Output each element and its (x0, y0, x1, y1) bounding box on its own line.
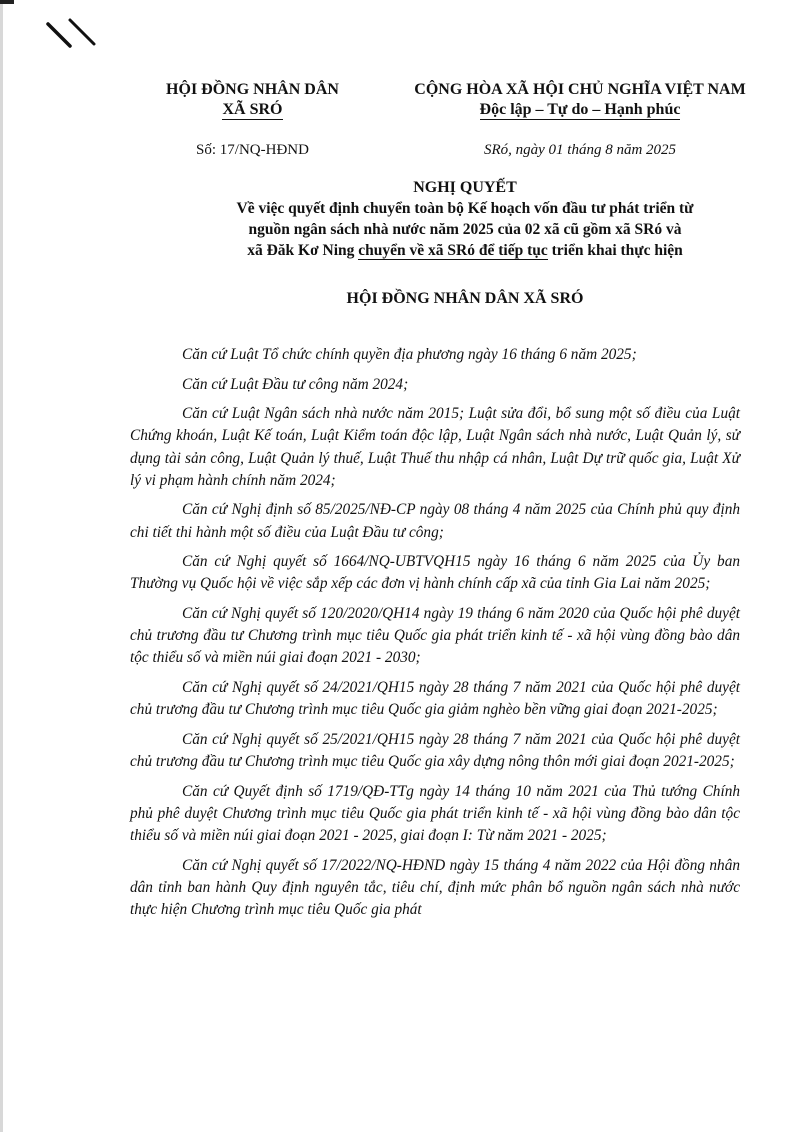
legal-basis-paragraph: Căn cứ Nghị quyết số 25/2021/QH15 ngày 28 tháng 7 năm 2021 của Quốc hội phê duyệt chủ trương đầu tư Chương trình mục tiêu Quốc gia xây dựng nông thôn mới giai đoạn 2021-2025; (130, 730, 740, 770)
legal-basis-paragraph: Căn cứ Nghị quyết số 17/2022/NQ-HĐND ngày 15 tháng 4 năm 2022 của Hội đồng nhân dân tỉnh ban hành Quy định nguyên tắc, tiêu chí, định mức phân bổ nguồn ngân sách nhà nước thực hiện Chương trình mục tiêu Quốc gia phát (130, 856, 740, 918)
subject-line-2: nguồn ngân sách nhà nước năm 2025 của 02 xã cũ gồm xã SRó và (248, 221, 682, 238)
legal-basis-paragraph: Căn cứ Nghị quyết số 1664/NQ-UBTVQH15 ngày 16 tháng 6 năm 2025 của Ủy ban Thường vụ Quốc hội về việc sắp xếp các đơn vị hành chính cấp xã của tỉnh Gia Lai năm 2025; (130, 553, 740, 593)
issuing-authority (150, 80, 355, 120)
document-body (130, 344, 740, 929)
authority-name: HỘI ĐỒNG NHÂN DÂN (166, 81, 339, 98)
legal-basis-paragraph: Căn cứ Luật Tổ chức chính quyền địa phương ngày 16 tháng 6 năm 2025; (182, 346, 637, 363)
country-name: CỘNG HÒA XÃ HỘI CHỦ NGHĨA VIỆT NAM (414, 81, 746, 98)
subject-line-1: Về việc quyết định chuyển toàn bộ Kế hoạch vốn đầu tư phát triển từ (236, 200, 694, 217)
legal-basis-paragraph: Căn cứ Quyết định số 1719/QĐ-TTg ngày 14 tháng 10 năm 2021 của Thủ tướng Chính phủ phê duyệt Chương trình mục tiêu Quốc gia phát triển kinh tế - xã hội vùng đồng bào dân tộc thiểu số và miền núi giai đoạn 2021 - 2025, giai đoạn I: Từ năm 2021 - 2025; (130, 782, 740, 844)
scan-corner-mark (0, 0, 14, 4)
document-date: SRó, ngày 01 tháng 8 năm 2025 (483, 142, 677, 158)
subject-line-3c: triển khai thực hiện (547, 242, 683, 259)
motto: Độc lập – Tự do – Hạnh phúc (479, 101, 681, 118)
legal-basis-paragraph: Căn cứ Luật Ngân sách nhà nước năm 2015; Luật sửa đổi, bổ sung một số điều của Luật Chứng khoán, Luật Kế toán, Luật Kiểm toán độc lập, Luật Ngân sách nhà nước, Luật Quản lý, sử dụng tài sản công, Luật Quản lý thuế, Luật Thuế thu nhập cá nhân, Luật Dự trữ quốc gia, Luật Xử lý vi phạm hành chính năm 2024; (130, 405, 740, 489)
document-subject (150, 198, 780, 261)
legal-basis-paragraph: Căn cứ Nghị quyết số 24/2021/QH15 ngày 28 tháng 7 năm 2021 của Quốc hội phê duyệt chủ trương đầu tư Chương trình mục tiêu Quốc gia giảm nghèo bền vững giai đoạn 2021-2025; (130, 678, 740, 719)
subject-line-3 (150, 240, 780, 261)
legal-basis-paragraph: Căn cứ Nghị định số 85/2025/NĐ-CP ngày 08 tháng 4 năm 2025 của Chính phủ quy định chi tiết thi hành một số điều của Luật Đầu tư công; (130, 501, 740, 541)
legal-basis-paragraph: Căn cứ Luật Đầu tư công năm 2024; (182, 375, 409, 393)
document-type: NGHỊ QUYẾT (413, 179, 517, 196)
national-motto (380, 80, 780, 120)
handwritten-marks-icon (44, 16, 104, 56)
scan-edge (0, 0, 3, 1132)
document-number: Số: 17/NQ-HĐND (196, 142, 309, 158)
subject-line-3b: chuyển về xã SRó để tiếp tục (358, 242, 548, 259)
subject-line-3a: xã Đăk Kơ Ning (247, 242, 359, 259)
authority-commune: XÃ SRÓ (222, 101, 283, 118)
council-heading: HỘI ĐỒNG NHÂN DÂN XÃ SRÓ (346, 290, 584, 307)
legal-basis-paragraph: Căn cứ Nghị quyết số 120/2020/QH14 ngày 19 tháng 6 năm 2020 của Quốc hội phê duyệt chủ trương đầu tư Chương trình mục tiêu Quốc gia phát triển kinh tế - xã hội vùng đồng bào dân tộc thiểu số và miền núi giai đoạn 2021 - 2030; (130, 604, 740, 667)
